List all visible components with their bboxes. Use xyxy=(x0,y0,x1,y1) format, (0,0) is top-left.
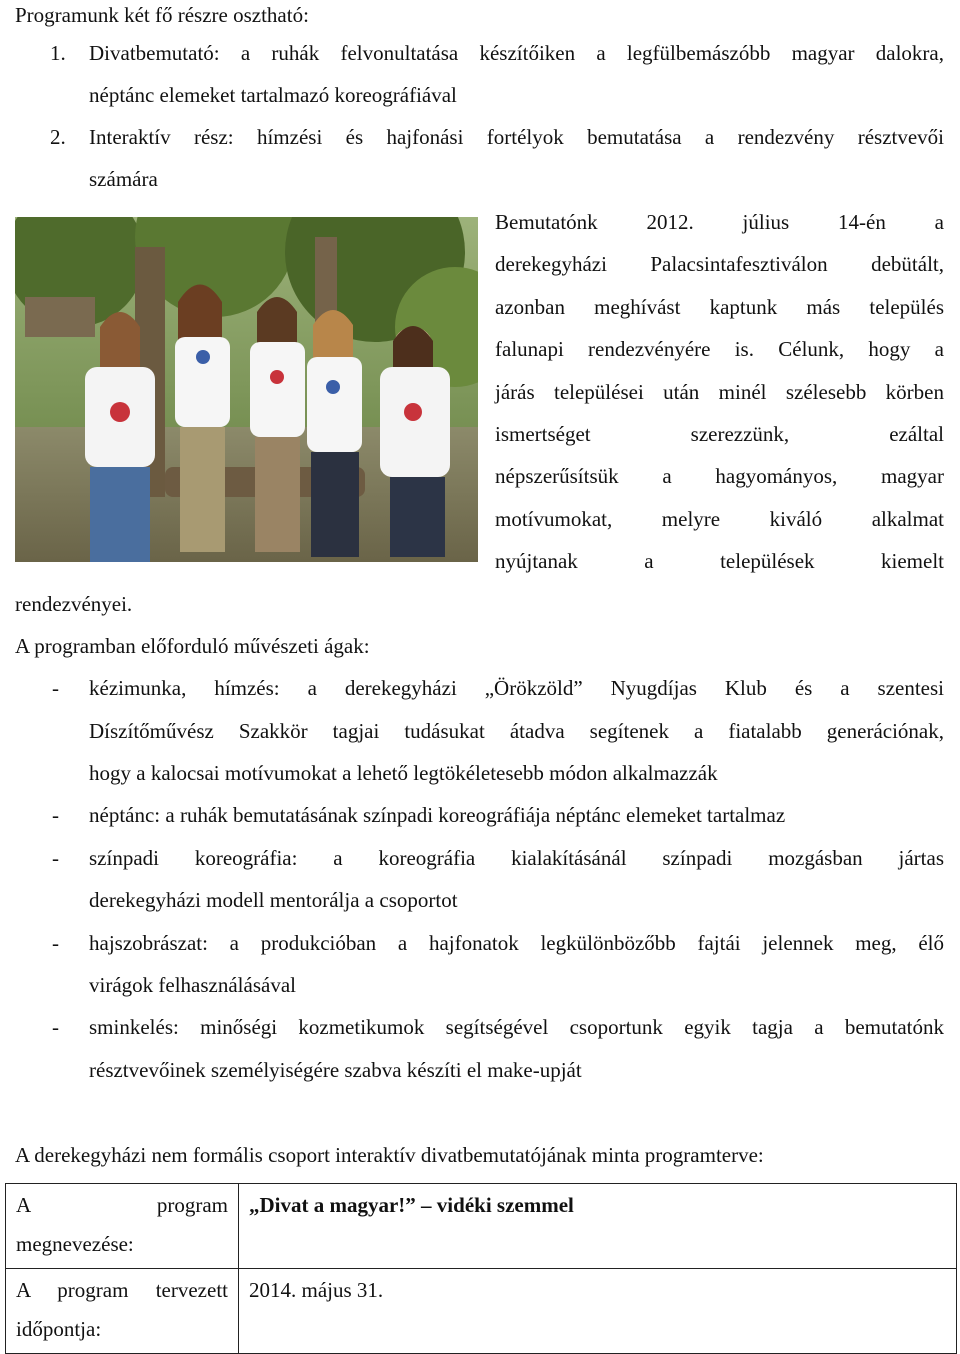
part-2-line-1: Interaktív rész: hímzési és hajfonási fortélyok bemutatása a rendezvény résztvevői xyxy=(89,125,944,149)
table-heading: A derekegyházi nem formális csoport interaktív divatbemutatójának minta programterve: xyxy=(15,1143,764,1167)
part-1-number: 1. xyxy=(50,41,66,65)
intro-text: Programunk két fő részre osztható: xyxy=(15,3,309,27)
part-2-number: 2. xyxy=(50,125,66,149)
table-row xyxy=(6,1184,957,1269)
arts-bullet: - xyxy=(52,846,59,870)
photo-text-line-7: népszerűsítsük a hagyományos, magyar xyxy=(495,464,944,488)
group-photo xyxy=(15,217,478,562)
part-1-line-2: néptánc elemeket tartalmazó koreográfiával xyxy=(89,83,457,107)
table-row xyxy=(6,1269,957,1354)
arts-bullet: - xyxy=(52,1015,59,1039)
part-1-line-1: Divatbemutató: a ruhák felvonultatása készítőiken a legfülbemászóbb magyar dalokra, xyxy=(89,41,944,65)
photo-text-line-3: azonban meghívást kaptunk más település xyxy=(495,295,944,319)
photo-text-end: rendezvényei. xyxy=(15,592,133,616)
art-1-line-3: hogy a kalocsai motívumokat a lehető legtökéletesebb módon alkalmazzák xyxy=(89,761,718,785)
art-3-line-2: derekegyházi modell mentorálja a csoportot xyxy=(89,888,458,912)
program-date-value: 2014. május 31. xyxy=(239,1269,957,1354)
program-name-label: A program megnevezése: xyxy=(6,1184,239,1269)
art-1-line-2: Díszítőművész Szakkör tagjai tudásukat átadva segítenek a fiatalabb generációnak, xyxy=(89,719,944,743)
art-5-line-2: résztvevőinek személyiségére szabva készíti el make-upját xyxy=(89,1058,582,1082)
art-5-line-1: sminkelés: minőségi kozmetikumok segítségével csoportunk egyik tagja a bemutatónk xyxy=(89,1015,944,1039)
photo-text-line-8: motívumokat, melyre kiváló alkalmat xyxy=(495,507,944,531)
art-1-line-1: kézimunka, hímzés: a derekegyházi „Örökzöld” Nyugdíjas Klub és a szentesi xyxy=(89,676,944,700)
arts-bullet: - xyxy=(52,803,59,827)
part-2-line-2: számára xyxy=(89,167,158,191)
art-4-line-2: virágok felhasználásával xyxy=(89,973,296,997)
photo-text-line-1: Bemutatónk 2012. július 14-én a xyxy=(495,210,944,234)
art-3-line-1: színpadi koreográfia: a koreográfia kialakításánál színpadi mozgásban jártas xyxy=(89,846,944,870)
arts-bullet: - xyxy=(52,931,59,955)
photo-text-line-6: ismertséget szerezzünk, ezáltal xyxy=(495,422,944,446)
art-2-line-1: néptánc: a ruhák bemutatásának színpadi koreográfiája néptánc elemeket tartalmaz xyxy=(89,803,786,827)
program-name-value: „Divat a magyar!” – vidéki szemmel xyxy=(239,1184,957,1269)
photo-text-line-5: járás települései után minél szélesebb körben xyxy=(495,380,944,404)
program-date-label: A program tervezett időpontja: xyxy=(6,1269,239,1354)
arts-heading: A programban előforduló művészeti ágak: xyxy=(15,634,370,658)
arts-bullet: - xyxy=(52,676,59,700)
photo-text-line-2: derekegyházi Palacsintafesztiválon debütált, xyxy=(495,252,944,276)
art-4-line-1: hajszobrászat: a produkcióban a hajfonatok legkülönbözőbb fajtái jelennek meg, élő xyxy=(89,931,944,955)
program-table xyxy=(5,1183,957,1354)
photo-text-line-4: falunapi rendezvényére is. Célunk, hogy a xyxy=(495,337,944,361)
photo-text-line-9: nyújtanak a települések kiemelt xyxy=(495,549,944,573)
